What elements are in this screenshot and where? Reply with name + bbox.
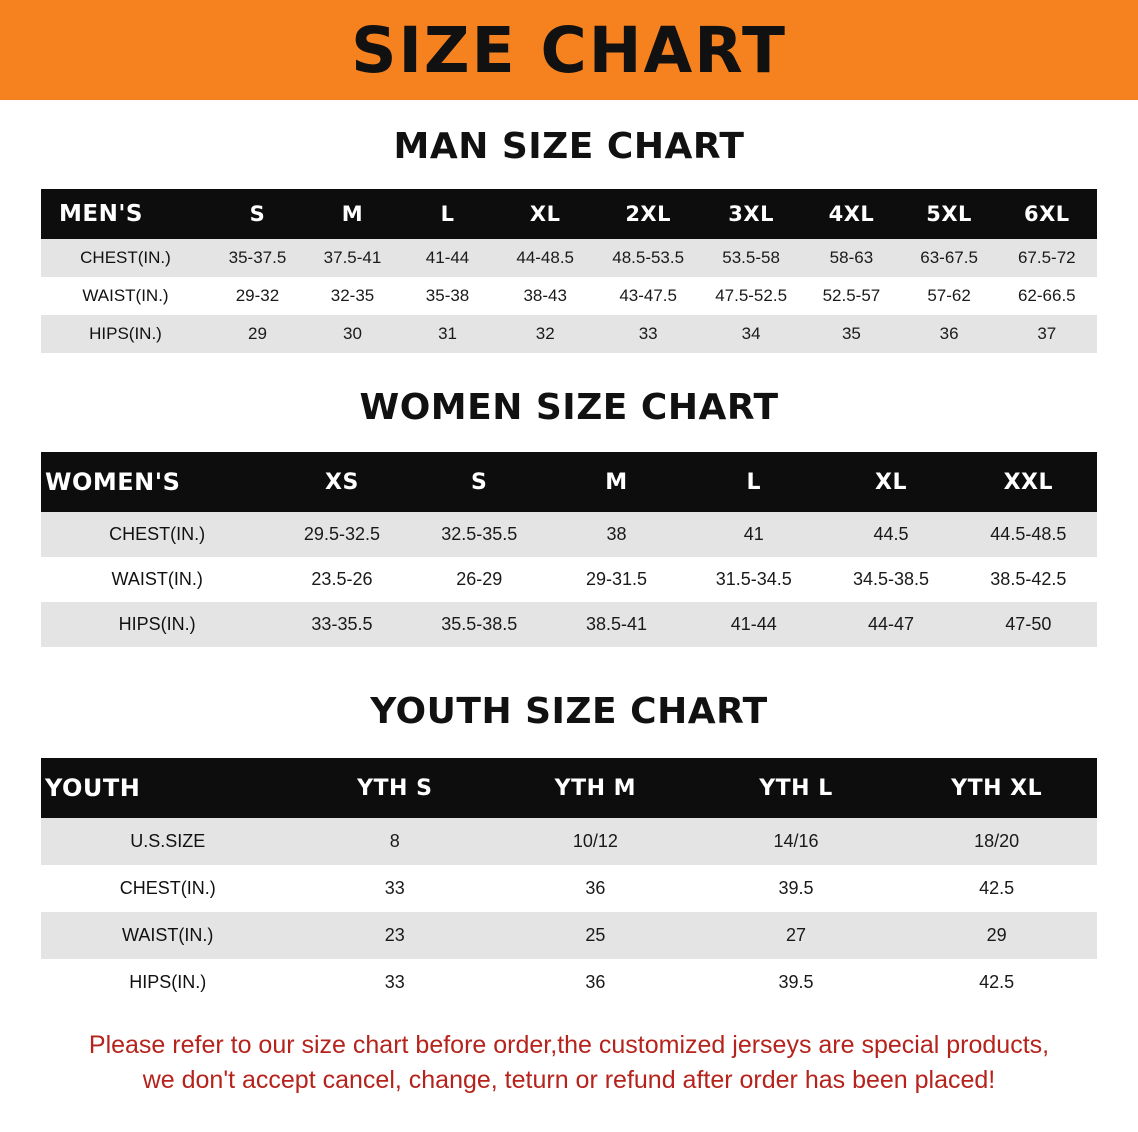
table-row — [41, 239, 1097, 277]
col-header-xxl: XXL — [960, 452, 1097, 512]
youth-size-table — [41, 758, 1097, 1006]
cell: 36 — [902, 315, 997, 353]
cell: 35-37.5 — [210, 239, 305, 277]
cell: 33 — [294, 865, 495, 912]
col-header-youth: YOUTH — [41, 758, 294, 818]
man-table-header — [41, 189, 1097, 239]
cell: 42.5 — [896, 959, 1097, 1006]
women-size-table — [41, 452, 1097, 647]
row-label-hips: HIPS(IN.) — [41, 959, 294, 1006]
cell: 14/16 — [696, 818, 897, 865]
cell: 41-44 — [685, 602, 822, 647]
cell: 58-63 — [801, 239, 901, 277]
col-header-m: M — [305, 189, 400, 239]
cell: 27 — [696, 912, 897, 959]
row-label-chest: CHEST(IN.) — [41, 512, 273, 557]
cell: 44.5 — [822, 512, 959, 557]
cell: 31.5-34.5 — [685, 557, 822, 602]
table-row — [41, 818, 1097, 865]
cell: 35.5-38.5 — [411, 602, 548, 647]
page-title: SIZE CHART — [351, 13, 787, 87]
cell: 62-66.5 — [997, 277, 1097, 315]
cell: 39.5 — [696, 865, 897, 912]
table-row — [41, 557, 1097, 602]
youth-table-header — [41, 758, 1097, 818]
col-header-l: L — [400, 189, 495, 239]
col-header-4xl: 4XL — [801, 189, 901, 239]
man-size-table — [41, 189, 1097, 353]
cell: 32-35 — [305, 277, 400, 315]
women-table-header — [41, 452, 1097, 512]
cell: 47.5-52.5 — [701, 277, 801, 315]
table-row — [41, 512, 1097, 557]
cell: 67.5-72 — [997, 239, 1097, 277]
row-label-chest: CHEST(IN.) — [41, 239, 210, 277]
cell: 38-43 — [495, 277, 595, 315]
cell: 38.5-42.5 — [960, 557, 1097, 602]
cell: 39.5 — [696, 959, 897, 1006]
table-row — [41, 602, 1097, 647]
row-label-chest: CHEST(IN.) — [41, 865, 294, 912]
cell: 36 — [495, 865, 696, 912]
header-banner — [0, 0, 1138, 100]
cell: 8 — [294, 818, 495, 865]
cell: 38.5-41 — [548, 602, 685, 647]
women-size-table-wrapper — [41, 452, 1097, 647]
row-label-waist: WAIST(IN.) — [41, 557, 273, 602]
cell: 29-32 — [210, 277, 305, 315]
row-label-waist: WAIST(IN.) — [41, 912, 294, 959]
col-header-5xl: 5XL — [902, 189, 997, 239]
col-header-yth-xl: YTH XL — [896, 758, 1097, 818]
row-label-hips: HIPS(IN.) — [41, 602, 273, 647]
man-size-table-wrapper — [41, 189, 1097, 353]
col-header-yth-s: YTH S — [294, 758, 495, 818]
cell: 42.5 — [896, 865, 1097, 912]
cell: 33 — [294, 959, 495, 1006]
disclaimer-line-1: Please refer to our size chart before order,the customized jerseys are special products, — [88, 1031, 1050, 1059]
row-label-hips: HIPS(IN.) — [41, 315, 210, 353]
cell: 44.5-48.5 — [960, 512, 1097, 557]
row-label-waist: WAIST(IN.) — [41, 277, 210, 315]
cell: 43-47.5 — [595, 277, 701, 315]
col-header-s: S — [411, 452, 548, 512]
table-row — [41, 912, 1097, 959]
col-header-mens: MEN'S — [41, 189, 210, 239]
cell: 34 — [701, 315, 801, 353]
col-header-xl: XL — [822, 452, 959, 512]
cell: 35-38 — [400, 277, 495, 315]
cell: 53.5-58 — [701, 239, 801, 277]
cell: 29-31.5 — [548, 557, 685, 602]
col-header-xl: XL — [495, 189, 595, 239]
cell: 37 — [997, 315, 1097, 353]
table-row — [41, 277, 1097, 315]
col-header-s: S — [210, 189, 305, 239]
youth-table-body — [41, 818, 1097, 1006]
table-row — [41, 865, 1097, 912]
col-header-3xl: 3XL — [701, 189, 801, 239]
col-header-yth-m: YTH M — [495, 758, 696, 818]
cell: 47-50 — [960, 602, 1097, 647]
cell: 35 — [801, 315, 901, 353]
cell: 41 — [685, 512, 822, 557]
col-header-l: L — [685, 452, 822, 512]
table-header-row — [41, 452, 1097, 512]
cell: 33 — [595, 315, 701, 353]
table-row — [41, 315, 1097, 353]
cell: 32.5-35.5 — [411, 512, 548, 557]
cell: 41-44 — [400, 239, 495, 277]
cell: 44-47 — [822, 602, 959, 647]
disclaimer-note — [38, 1028, 1100, 1097]
row-label-us-size: U.S.SIZE — [41, 818, 294, 865]
women-table-body — [41, 512, 1097, 647]
cell: 23 — [294, 912, 495, 959]
cell: 33-35.5 — [273, 602, 410, 647]
table-header-row — [41, 189, 1097, 239]
col-header-womens: WOMEN'S — [41, 452, 273, 512]
cell: 63-67.5 — [902, 239, 997, 277]
col-header-m: M — [548, 452, 685, 512]
youth-section-heading: YOUTH SIZE CHART — [370, 691, 768, 732]
cell: 31 — [400, 315, 495, 353]
man-table-body — [41, 239, 1097, 353]
cell: 18/20 — [896, 818, 1097, 865]
cell: 30 — [305, 315, 400, 353]
youth-size-table-wrapper — [41, 758, 1097, 1006]
cell: 57-62 — [902, 277, 997, 315]
cell: 29 — [896, 912, 1097, 959]
col-header-6xl: 6XL — [997, 189, 1097, 239]
cell: 32 — [495, 315, 595, 353]
disclaimer-line-2: we don't accept cancel, change, teturn or refund after order has been placed! — [142, 1065, 996, 1094]
cell: 26-29 — [411, 557, 548, 602]
cell: 23.5-26 — [273, 557, 410, 602]
cell: 36 — [495, 959, 696, 1006]
cell: 29 — [210, 315, 305, 353]
cell: 25 — [495, 912, 696, 959]
cell: 37.5-41 — [305, 239, 400, 277]
table-header-row — [41, 758, 1097, 818]
cell: 52.5-57 — [801, 277, 901, 315]
col-header-yth-l: YTH L — [696, 758, 897, 818]
cell: 34.5-38.5 — [822, 557, 959, 602]
cell: 10/12 — [495, 818, 696, 865]
cell: 29.5-32.5 — [273, 512, 410, 557]
col-header-2xl: 2XL — [595, 189, 701, 239]
man-section-heading: MAN SIZE CHART — [393, 126, 745, 167]
col-header-xs: XS — [273, 452, 410, 512]
women-section-heading: WOMEN SIZE CHART — [359, 387, 779, 428]
cell: 44-48.5 — [495, 239, 595, 277]
table-row — [41, 959, 1097, 1006]
cell: 48.5-53.5 — [595, 239, 701, 277]
cell: 38 — [548, 512, 685, 557]
